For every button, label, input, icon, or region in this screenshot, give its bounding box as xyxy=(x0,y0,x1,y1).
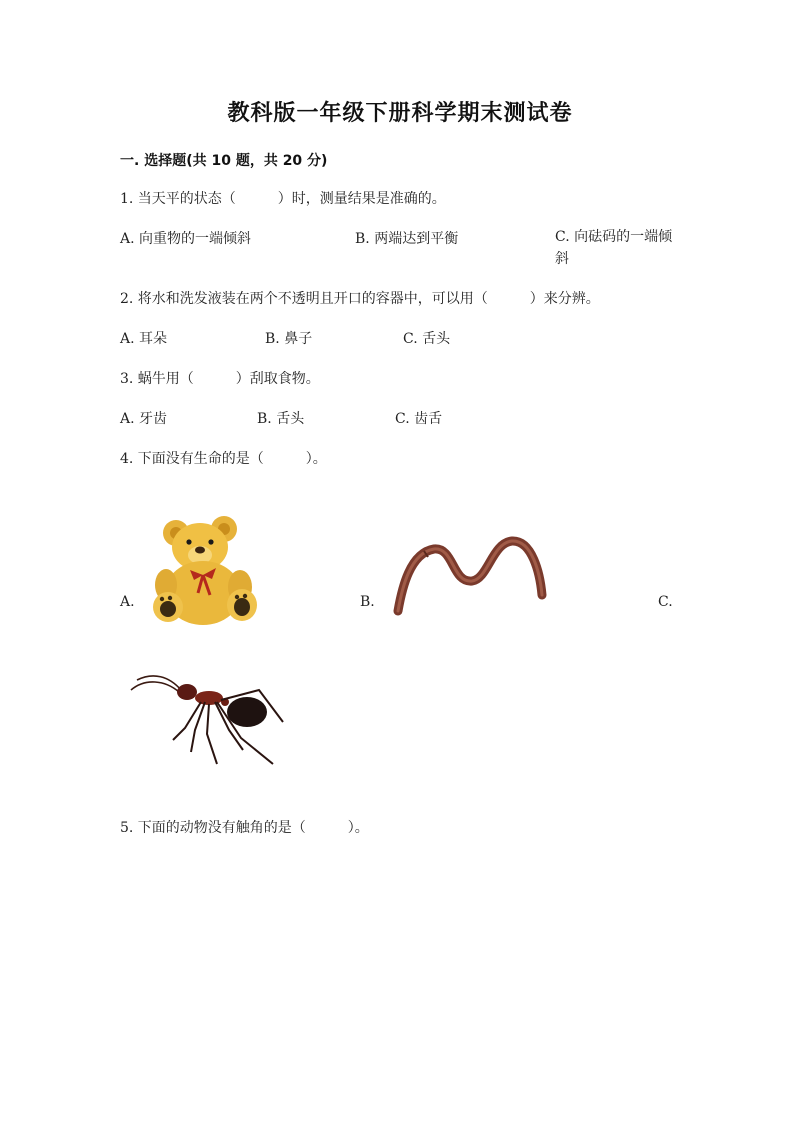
q3-option-b[interactable]: B. 舌头 xyxy=(257,411,305,427)
earthworm-icon[interactable] xyxy=(392,533,547,618)
q4-option-c-label[interactable]: C. xyxy=(658,594,673,610)
q1-option-c[interactable]: C. 向砝码的一端倾斜 xyxy=(555,229,673,267)
q4-option-b-label[interactable]: B. xyxy=(360,594,375,610)
q3-option-a[interactable]: A. 牙齿 xyxy=(120,411,168,427)
teddy-bear-icon[interactable] xyxy=(148,515,260,627)
question-5: 5. 下面的动物没有触角的是（ ）。 xyxy=(120,820,369,836)
q4-option-a-label[interactable]: A. xyxy=(120,594,135,610)
question-2: 2. 将水和洗发液装在两个不透明且开口的容器中，可以用（ ）来分辨。 xyxy=(120,291,600,307)
q2-option-b[interactable]: B. 鼻子 xyxy=(265,331,313,347)
section-heading: 一. 选择题(共 10 题，共 20 分) xyxy=(120,153,328,169)
question-3: 3. 蜗牛用（ ）刮取食物。 xyxy=(120,371,320,387)
q1-option-a[interactable]: A. 向重物的一端倾斜 xyxy=(120,231,252,247)
exam-title: 教科版一年级下册科学期末测试卷 xyxy=(227,101,573,126)
question-1: 1. 当天平的状态（ ）时，测量结果是准确的。 xyxy=(120,191,446,207)
q2-option-c[interactable]: C. 舌头 xyxy=(403,331,451,347)
q2-option-a[interactable]: A. 耳朵 xyxy=(120,331,168,347)
ant-icon[interactable] xyxy=(125,668,285,768)
q3-option-c[interactable]: C. 齿舌 xyxy=(395,411,443,427)
q1-option-b[interactable]: B. 两端达到平衡 xyxy=(355,231,459,247)
question-4: 4. 下面没有生命的是（ ）。 xyxy=(120,451,327,467)
